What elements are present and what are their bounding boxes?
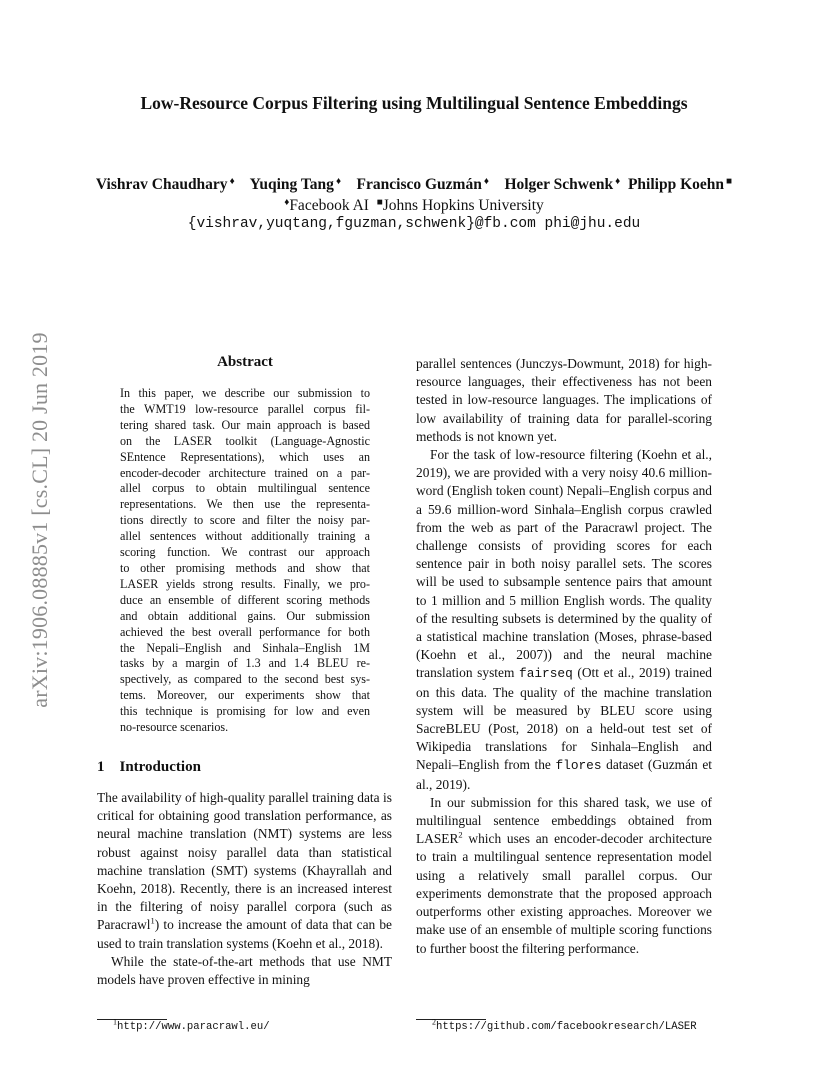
author-name: Holger Schwenk xyxy=(504,176,614,193)
author-emails: {vishrav,yuqtang,fguzman,schwenk}@fb.com phi@jhu.edu xyxy=(187,216,641,232)
jhu-square-icon: ■ xyxy=(376,197,383,208)
footnote-mark: 1 xyxy=(150,915,155,926)
code-token: flores xyxy=(555,758,602,774)
abstract-line: the Nepali–English and Sinhala–English 1M xyxy=(120,640,370,655)
abstract-line: In this paper, we describe our submission to xyxy=(120,386,370,400)
footnote-number: 2 xyxy=(432,1017,436,1027)
text-run: ) to increase the amount of data that can be used to train translation systems (Koehn et al., 2018). xyxy=(97,917,392,951)
text-run: For the task of low-resource filtering (Koehn et al., 2019), we are provided with a very noisy 40.6 million-word (English token count) Nepali–English corpus and a 59.6 million-word Sinhala–English corpus crawled from the web as part of the Paracrawl project. The challenge consists of providing scores for each sentence pair in both noisy parallel sets. The scores will be used to subsample sentence pairs that amount to 1 million and 5 million English words. The quality of the resulting subsets is determined by the quality of a statistical machine translation (Moses, phrase-based (Koehn et al., 2007)) and the neural machine translation system xyxy=(416,447,712,681)
author-name: Yuqing Tang xyxy=(249,176,334,193)
arxiv-stamp xyxy=(20,290,60,750)
footnote-url[interactable]: https://github.com/facebookresearch/LASER xyxy=(436,1021,697,1033)
text-run: dataset (Guzmán et al., 2019). xyxy=(416,757,712,792)
footnote-2 xyxy=(432,1017,697,1033)
abstract-line: duce an ensemble of different scoring methods xyxy=(120,592,370,607)
facebook-diamond-icon: ♦ xyxy=(284,197,290,208)
paragraph xyxy=(97,789,392,953)
facebook-diamond-icon: ♦ xyxy=(483,176,489,187)
abstract-line: this technique is promising for low and even xyxy=(120,704,370,719)
abstract-line: scoring function. We contrast our approach xyxy=(120,545,370,560)
abstract-body xyxy=(120,386,370,736)
right-column xyxy=(416,355,712,958)
abstract-line: SEntence Representations), which uses an xyxy=(120,449,370,464)
footnote-1 xyxy=(113,1017,270,1033)
jhu-square-icon: ■ xyxy=(726,176,733,187)
abstract-line: no-resource scenarios. xyxy=(120,720,229,735)
text-run: which uses an encoder-decoder architecture to train a multilingual sentence representation model using a relatively small parallel corpus. Our experiments demonstrate that the proposed approach outperforms other existing approaches. Moreover we make use of an ensemble of multiple scoring functions to further boost the filtering performance. xyxy=(416,831,712,956)
section-number: 1 xyxy=(97,759,105,775)
abstract-line: to other promising methods and show that xyxy=(120,560,370,575)
paragraph: parallel sentences (Junczys-Dowmunt, 2018) for high-resource languages, their effectiveness has not been tested in low-resource languages. The implications of low availability of training data for parallel-scoring methods is not known yet. xyxy=(416,356,712,444)
footnote-url[interactable]: http://www.paracrawl.eu/ xyxy=(117,1021,270,1033)
author-name: Vishrav Chaudhary xyxy=(95,176,228,193)
footnote-rule xyxy=(416,1019,486,1020)
abstract-heading: Abstract xyxy=(217,354,273,370)
section-heading xyxy=(97,759,201,776)
text-run: (Ott et al., 2019) trained on this data. The quality of the machine translation system will be measured by BLEU score using SacreBLEU (Post, 2018) on a held-out test set of Wikipedia translations for Sinhala–English and Nepali–English from the xyxy=(416,665,713,773)
affiliation-facebook: Facebook AI xyxy=(289,197,369,214)
paragraph xyxy=(416,794,712,958)
abstract-line: and obtain additional gains. Our submission xyxy=(120,608,370,623)
abstract-line: spectively, as compared to the second best sys- xyxy=(120,672,370,687)
author-list xyxy=(0,176,828,194)
section-title: Introduction xyxy=(119,759,201,775)
paragraph xyxy=(416,446,712,794)
facebook-diamond-icon: ♦ xyxy=(229,176,235,187)
footnote-rule xyxy=(97,1019,167,1020)
abstract-line: allel corpus to obtain multilingual sentence xyxy=(120,481,370,496)
affiliations xyxy=(0,197,828,215)
abstract-line: tering shared task. Our main approach is based xyxy=(120,417,370,432)
affiliation-jhu: Johns Hopkins University xyxy=(382,197,544,214)
abstract-line: tems. Moreover, our experiments show that xyxy=(120,688,370,703)
abstract-line: achieved the best overall performance for both xyxy=(120,624,370,639)
abstract-line: on the LASER toolkit (Language-Agnostic xyxy=(120,433,370,448)
author-name: Philipp Koehn xyxy=(627,176,725,193)
abstract-line: tions directly to score and filter the noisy par- xyxy=(120,513,370,528)
author-name: Francisco Guzmán xyxy=(356,176,482,193)
abstract-line: encoder-decoder architecture trained on a par- xyxy=(120,465,370,480)
footnote-number: 1 xyxy=(113,1017,117,1027)
abstract-line: LASER yields strong results. Finally, we pro- xyxy=(120,576,370,591)
abstract-line: tasks by a margin of 1.3 and 1.4 BLEU re- xyxy=(120,656,370,671)
left-column xyxy=(97,789,392,989)
abstract-line: the WMT19 low-resource parallel corpus fil- xyxy=(120,401,370,416)
footnote-mark: 2 xyxy=(458,829,463,840)
code-token: fairseq xyxy=(519,666,573,682)
paragraph: While the state-of-the-art methods that use NMT models have proven effective in mining xyxy=(97,953,392,988)
abstract-line: representations. We then use the representa- xyxy=(120,497,370,512)
paper-title: Low-Resource Corpus Filtering using Multilingual Sentence Embeddings xyxy=(140,93,688,113)
text-run: In our submission for this shared task, we use of multilingual sentence embeddings obtained from LASER xyxy=(416,794,712,847)
facebook-diamond-icon: ♦ xyxy=(335,176,342,187)
facebook-diamond-icon: ♦ xyxy=(615,176,621,187)
abstract-line: allel sentences without additionally training a xyxy=(120,529,370,544)
arxiv-id: arXiv:1906.08885v1 [cs.CL] 20 Jun 2019 xyxy=(27,332,52,708)
text-run: The availability of high-quality parallel training data is critical for obtaining good translation performance, as neural machine translation (NMT) systems are less robust against noisy parallel data than statistical machine translation (SMT) systems (Khayrallah and Koehn, 2018). Recently, there is an increased interest in the filtering of noisy parallel corpora (such as Paracrawl xyxy=(97,790,392,933)
